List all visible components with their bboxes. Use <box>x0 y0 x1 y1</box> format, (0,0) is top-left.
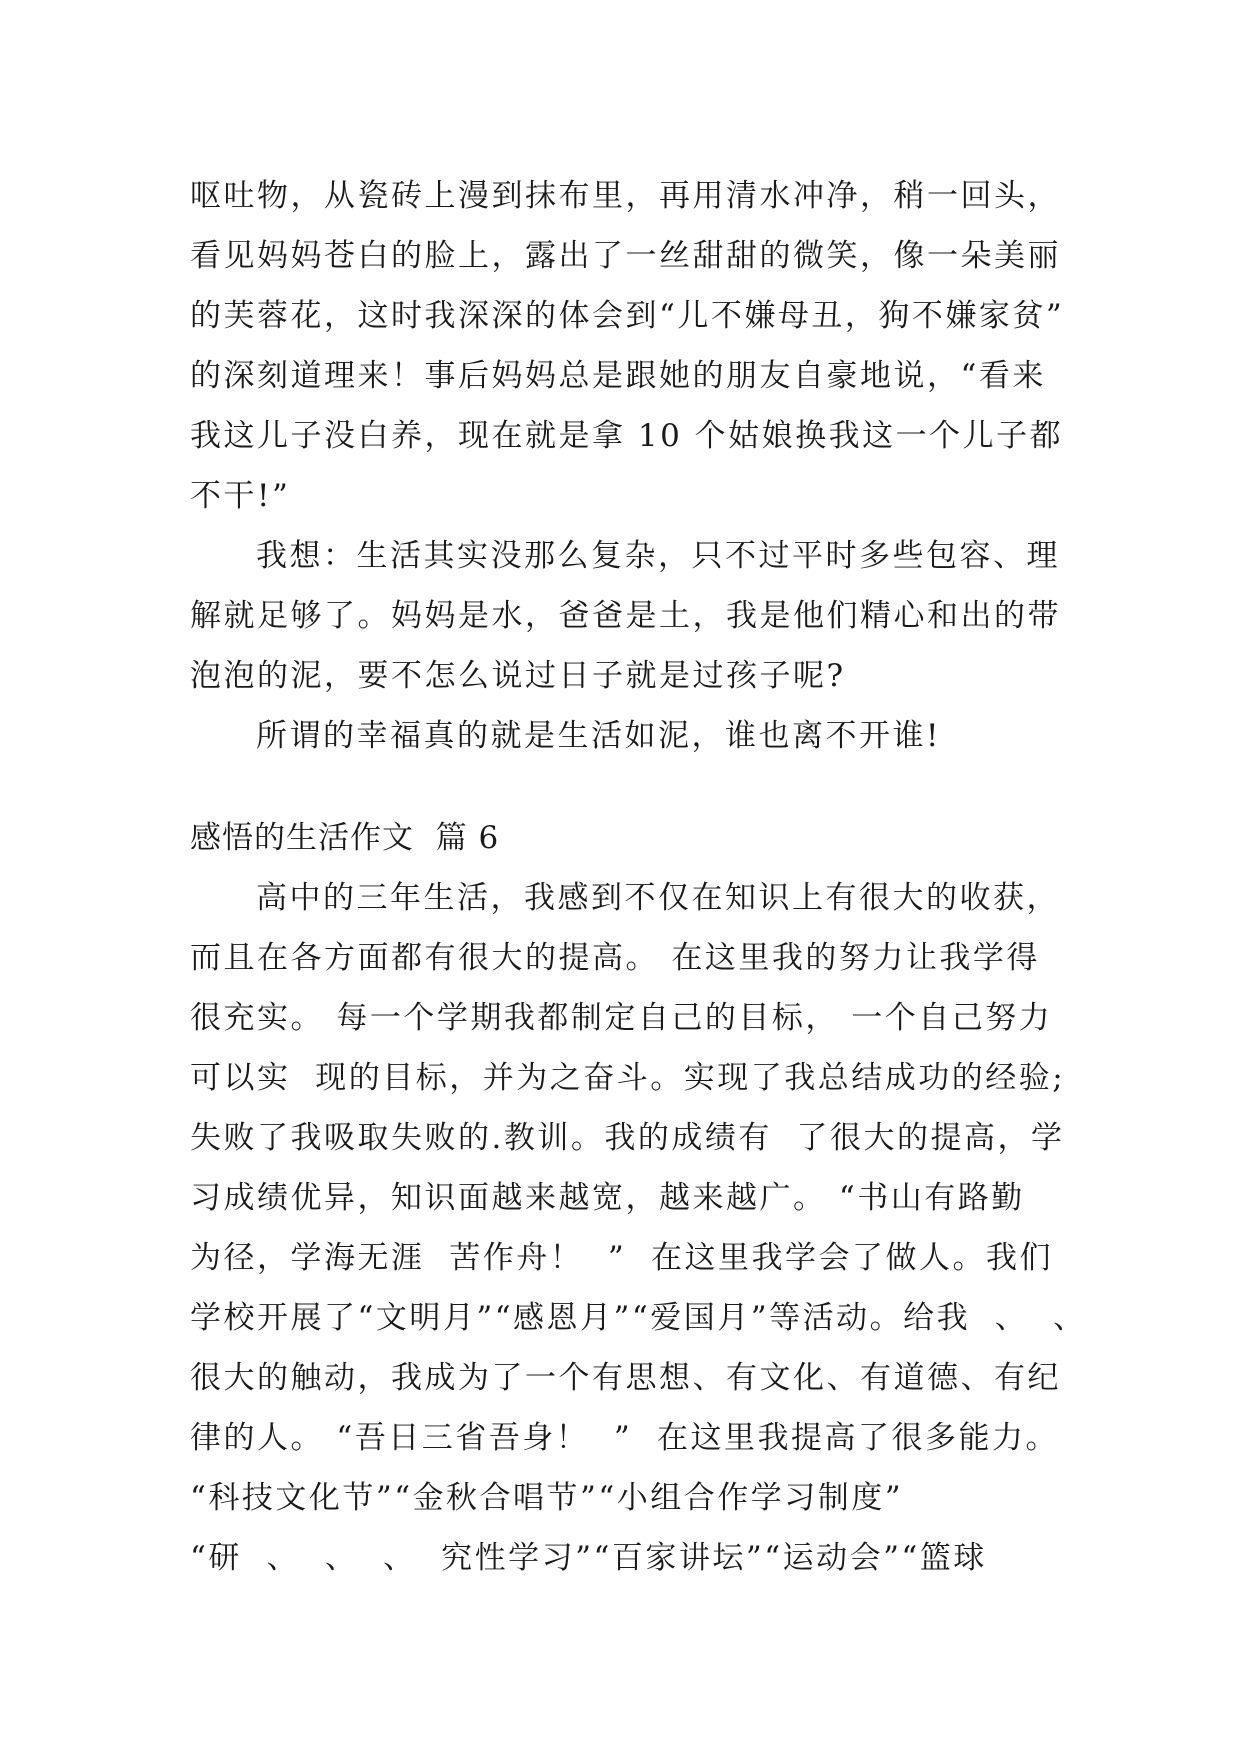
text-line: 泡泡的泥，要不怎么说过日子就是过孩子呢? <box>190 658 846 694</box>
text-line: 的深刻道理来！事后妈妈总是跟她的朋友自豪地说，“看来 <box>190 358 1046 394</box>
text-line: 可以实 现的目标，并为之奋斗。实现了我总结成功的经验; <box>190 1060 1066 1096</box>
text-line: 呕吐物，从瓷砖上漫到抹布里，再用清水冲净，稍一回头， <box>190 178 1061 214</box>
paragraph-first-line: 我想：生活其实没那么复杂，只不过平时多些包容、理 <box>256 538 1060 574</box>
text-line: 很充实。 每一个学期我都制定自己的目标， 一个自己努力 <box>190 1000 1053 1036</box>
text-line: 而且在各方面都有很大的提高。 在这里我的努力让我学得 <box>190 940 1040 976</box>
text-line: “研 、 、 、 究性学习”“百家讲坛”“运动会”“篮球 <box>190 1540 987 1576</box>
paragraph-first-line: 所谓的幸福真的就是生活如泥，谁也离不开谁! <box>256 718 941 754</box>
text-line: 失败了我吸取失败的.教训。我的成绩有 了很大的提高，学 <box>190 1120 1065 1156</box>
text-line: 学校开展了“文明月”“感恩月”“爱国月”等活动。给我 、 、 <box>190 1300 1087 1336</box>
text-line: 习成绩优异，知识面越来越宽，越来越广。 “书山有路勤 <box>190 1180 1025 1216</box>
text-line: 很大的触动，我成为了一个有思想、有文化、有道德、有纪 <box>190 1360 1061 1396</box>
text-line: 我这儿子没白养，现在就是拿 10 个姑娘换我这一个儿子都 <box>190 418 1064 454</box>
text-line: 的芙蓉花，这时我深深的体会到“儿不嫌母丑，狗不嫌家贫” <box>190 298 1065 334</box>
paragraph-first-line: 高中的三年生活，我感到不仅在知识上有很大的收获， <box>256 880 1060 916</box>
text-line: 为径，学海无涯 苦作舟！ ” 在这里我学会了做人。我们 <box>190 1240 1053 1276</box>
text-line: 看见妈妈苍白的脸上，露出了一丝甜甜的微笑，像一朵美丽 <box>190 238 1061 274</box>
text-line: 解就足够了。妈妈是水，爸爸是土，我是他们精心和出的带 <box>190 598 1061 634</box>
text-line: “科技文化节”“金秋合唱节”“小组合作学习制度” <box>190 1480 904 1516</box>
text-line: 不干!” <box>190 478 291 514</box>
section-heading: 感悟的生活作文 篇 6 <box>190 820 500 856</box>
text-line: 律的人。 “吾日三省吾身！ ” 在这里我提高了很多能力。 <box>190 1420 1059 1456</box>
